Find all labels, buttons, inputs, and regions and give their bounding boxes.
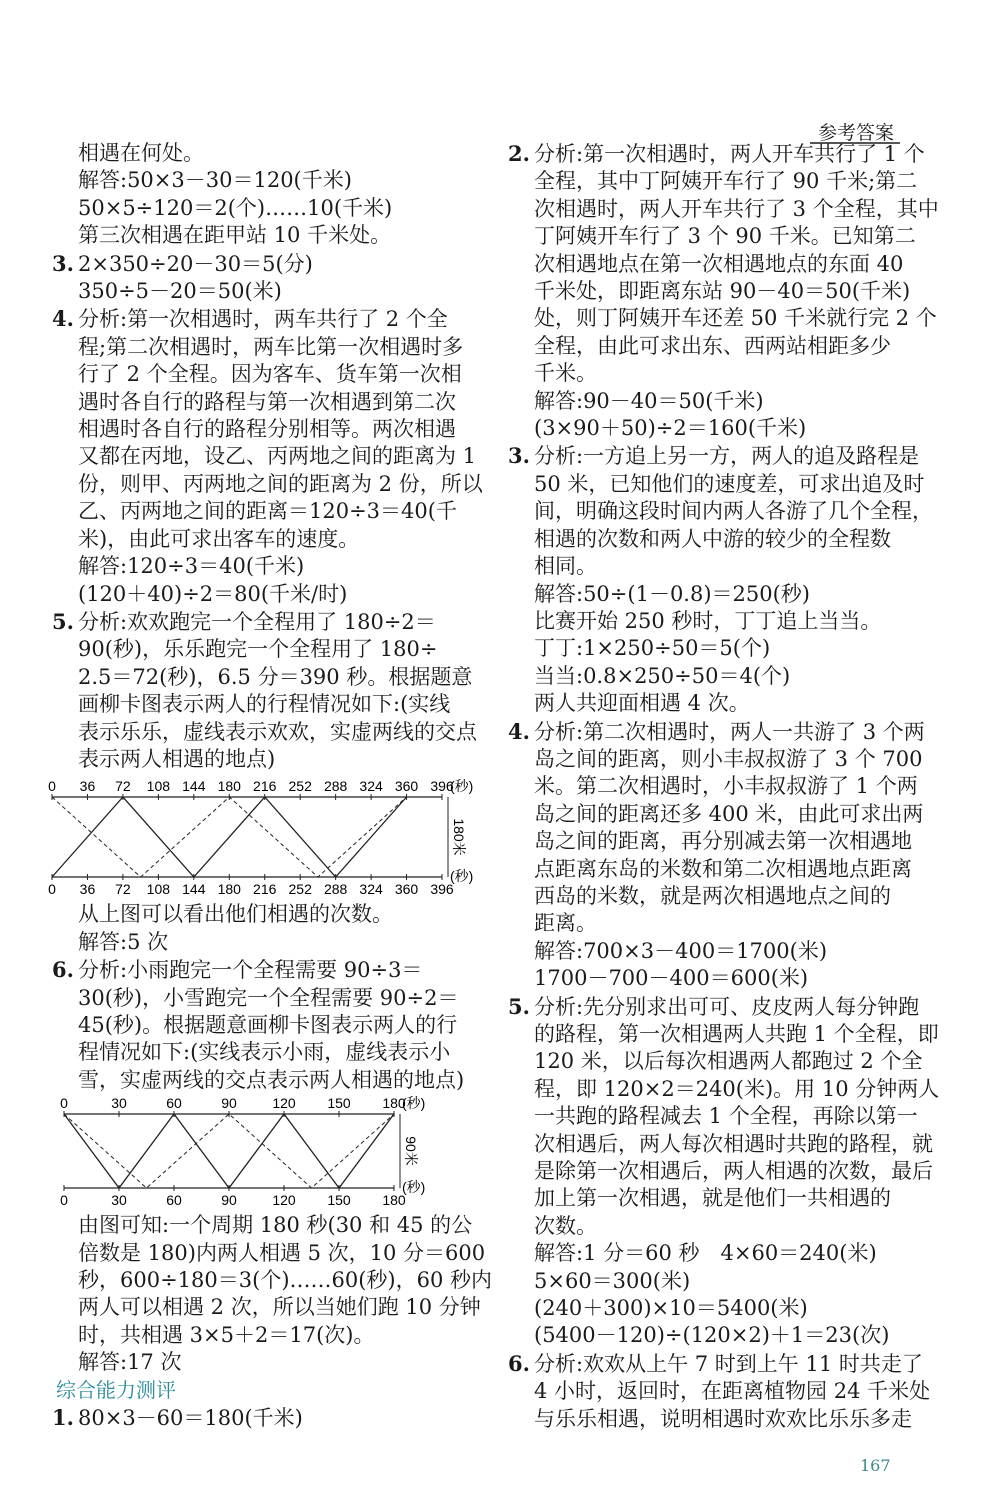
text-line: 岛之间的距离，则小丰叔叔游了 3 个 700	[534, 746, 923, 771]
text-line: 解答:700×3－400＝1700(米)	[534, 938, 828, 963]
bottom-tick-label: 0	[60, 1192, 68, 1209]
question-number: 3.	[52, 250, 74, 276]
text-line: 解答:50×3－30＝120(千米)	[78, 168, 352, 193]
question-first-line	[52, 1404, 472, 1432]
top-tick-label: 72	[115, 778, 131, 795]
text-line: 丁丁:1×250÷50＝5(个)	[534, 636, 771, 661]
text-line: 米。第二次相遇时，小丰叔叔游了 1 个两	[534, 774, 918, 799]
top-tick-label: 396	[430, 778, 454, 795]
text-line: 程情况如下:(实线表示小雨，虚线表示小	[78, 1040, 451, 1065]
question-number: 2.	[508, 141, 530, 166]
text-line: 解答:90－40＝50(千米)	[534, 388, 764, 413]
text-line: 次相遇时，两人开车共行了 3 个全程，其中	[534, 196, 939, 221]
top-tick-label: 180	[382, 1095, 406, 1112]
question-first-line	[52, 305, 472, 333]
text-line: 350÷5－20＝50(米)	[78, 279, 282, 304]
text-line: 从上图可以看出他们相遇的次数。	[78, 902, 393, 927]
liuka-diagram-2	[52, 1095, 472, 1209]
text-line: 120 米，以后每次相遇两人都跑过 2 个全	[534, 1049, 923, 1074]
bottom-tick-label: 108	[146, 881, 171, 898]
top-tick-label: 324	[359, 778, 383, 795]
question-text: 分析:先分别求出可可、皮皮两人每分钟跑	[534, 994, 920, 1019]
text-line: 50×5÷120＝2(个)……10(千米)	[78, 195, 393, 220]
text-line: 份，则甲、丙两地之间的距离为 2 份，所以	[78, 471, 483, 496]
bottom-tick-label: 90	[221, 1192, 237, 1209]
text-line: 雪，实虚两线的交点表示两人相遇的地点)	[78, 1067, 465, 1092]
question-text: 分析:欢欢从上午 7 时到上午 11 时共走了	[534, 1351, 923, 1376]
text-line: 加上第一次相遇，就是他们一共相遇的	[534, 1186, 891, 1211]
top-tick-label: 180	[217, 778, 241, 795]
section-title: 综合能力测评	[56, 1377, 176, 1402]
text-line: 相遇时各自行的路程分别相等。两次相遇	[78, 417, 456, 442]
text-line: 4 小时，返回时，在距离植物园 24 千米处	[534, 1379, 931, 1404]
text-line: 一共跑的路程减去 1 个全程，再除以第一	[534, 1104, 918, 1129]
text-line: 相遇的次数和两人中游的较少的全程数	[534, 526, 891, 551]
bottom-tick-label: 144	[182, 881, 206, 898]
text-line: 解答:5 次	[78, 929, 169, 954]
top-tick-label: 90	[221, 1095, 237, 1112]
text-line: 岛之间的距离，再分别减去第一次相遇地	[534, 829, 912, 854]
text-line: 倍数是 180)内两人相遇 5 次，10 分＝600	[78, 1240, 486, 1265]
bottom-tick-label: 288	[323, 881, 348, 898]
text-line: 距离。	[534, 911, 597, 936]
bottom-tick-label: 180	[217, 881, 241, 898]
solid-path	[64, 1114, 394, 1188]
question-first-line	[508, 718, 925, 746]
text-line: 米)，由此可求出客车的速度。	[78, 526, 360, 551]
text-line: 程;第二次相遇时，两车比第一次相遇时多	[78, 334, 464, 359]
text-line: 时，共相遇 3×5＋2＝17(次)。	[78, 1322, 375, 1347]
text-line: 点距离东岛的米数和第二次相遇地点距离	[534, 856, 912, 881]
solid-path	[52, 797, 407, 877]
liuka-diagram-1-svg	[48, 777, 492, 898]
top-tick-label: 120	[272, 1095, 296, 1112]
text-line: 5×60＝300(米)	[534, 1268, 691, 1293]
bottom-unit-label: (秒)	[402, 1179, 426, 1196]
question-first-line	[508, 1350, 923, 1378]
text-line: 2.5＝72(秒)，6.5 分＝390 秒。根据题意	[78, 664, 473, 689]
question-first-line	[508, 140, 925, 168]
text-line: 与乐乐相遇，说明相遇时欢欢比乐乐多走	[534, 1406, 912, 1431]
question-number: 5.	[508, 993, 530, 1019]
question-number: 6.	[508, 1350, 530, 1376]
text-line: 30(秒)，小雪跑完一个全程需要 90÷2＝	[78, 985, 459, 1010]
bottom-tick-label: 324	[359, 881, 383, 898]
text-line: 全程，由此可求出东、西两站相距多少	[534, 333, 891, 358]
text-line: 的路程，第一次相遇两人共跑 1 个全程，即	[534, 1022, 939, 1046]
top-tick-label: 60	[166, 1095, 182, 1112]
text-line: 次数。	[534, 1213, 597, 1238]
text-line: 处，则丁阿姨开车还差 50 千米就行完 2 个	[534, 306, 937, 331]
question-text: 分析:第一次相遇时，两车共行了 2 个全	[78, 307, 448, 332]
question-first-line	[52, 608, 472, 636]
bottom-tick-label: 180	[382, 1192, 406, 1209]
top-tick-label: 108	[146, 778, 171, 795]
text-line: 程，即 120×2＝240(米)。用 10 分钟两人	[534, 1076, 940, 1101]
text-line: (240＋300)×10＝5400(米)	[534, 1296, 808, 1321]
text-line: 千米处，即距离东站 90－40＝50(千米)	[534, 279, 911, 304]
question-text: 2×350÷20－30＝5(分)	[78, 251, 313, 276]
question-text: 分析:第二次相遇时，两人一共游了 3 个两	[534, 719, 925, 744]
text-line: 乙、丙两地之间的距离＝120÷3＝40(千	[78, 499, 457, 524]
bottom-tick-label: 36	[79, 881, 96, 898]
text-line: 第三次相遇在距甲站 10 千米处。	[78, 223, 392, 248]
bottom-tick-label: 120	[272, 1192, 296, 1209]
question-text: 分析:小雨跑完一个全程需要 90÷3＝	[78, 958, 423, 983]
text-line: (120＋40)÷2＝80(千米/时)	[78, 581, 348, 606]
text-line: 两人共迎面相遇 4 次。	[534, 691, 750, 716]
text-line: 次相遇后，两人每次相遇时共跑的路程，就	[534, 1131, 933, 1156]
question-number: 6.	[52, 957, 74, 983]
text-line: 比赛开始 250 秒时，丁丁追上当当。	[534, 608, 882, 633]
text-line: 解答:120÷3＝40(千米)	[78, 554, 305, 579]
top-tick-label: 0	[60, 1095, 68, 1112]
top-tick-label: 36	[79, 778, 96, 795]
question-text: 分析:一方追上另一方，两人的追及路程是	[534, 444, 920, 469]
text-line: 秒，600÷180＝3(个)……60(秒)，60 秒内	[78, 1268, 493, 1292]
question-first-line	[52, 250, 472, 278]
text-line: 西岛的米数，就是两次相遇地点之间的	[534, 883, 891, 908]
text-line: 表示乐乐，虚线表示欢欢，实虚两线的交点	[78, 719, 477, 744]
bottom-tick-label: 150	[327, 1192, 351, 1209]
text-line: 90(秒)，乐乐跑完一个全程用了 180÷	[78, 637, 438, 662]
text-line: 50 米，已知他们的速度差，可求出追及时	[534, 471, 925, 496]
question-number: 4.	[508, 718, 530, 744]
bottom-tick-label: 72	[115, 881, 131, 898]
top-tick-label: 0	[48, 778, 56, 795]
top-tick-label: 360	[394, 778, 419, 795]
distance-label: 180米	[451, 818, 467, 857]
bottom-tick-label: 252	[288, 881, 312, 898]
bottom-tick-label: 360	[394, 881, 419, 898]
text-line: 表示两人相遇的地点)	[78, 746, 276, 771]
liuka-diagram-2-svg	[52, 1095, 492, 1209]
text-line: 遇时各自行的路程与第一次相遇到第二次	[78, 389, 456, 414]
text-line: 由图可知:一个周期 180 秒(30 和 45 的公	[78, 1213, 473, 1238]
top-tick-label: 150	[327, 1095, 351, 1112]
question-text: 80×3－60＝180(千米)	[78, 1405, 303, 1430]
text-line: 解答:50÷(1－0.8)＝250(秒)	[534, 581, 811, 606]
question-first-line	[508, 993, 918, 1021]
question-first-line	[52, 956, 472, 984]
text-line: 相遇在何处。	[78, 141, 204, 165]
top-tick-label: 252	[288, 778, 312, 795]
text-line: 间，明确这段时间内两人各游了几个全程，	[534, 499, 933, 524]
text-line: 千米。	[534, 361, 597, 386]
question-text: 分析:欢欢跑完一个全程用了 180÷2＝	[78, 609, 436, 634]
text-line: 岛之间的距离还多 400 米，由此可求出两	[534, 801, 924, 826]
left-column	[48, 140, 493, 1432]
text-line: 是除第一次相遇后，两人相遇的次数，最后	[534, 1159, 933, 1184]
top-unit-label: (秒)	[450, 778, 474, 795]
top-tick-label: 288	[323, 778, 348, 795]
top-unit-label: (秒)	[402, 1095, 426, 1112]
bottom-tick-label: 0	[48, 881, 56, 898]
question-number: 1.	[52, 1404, 74, 1430]
text-line: 当当:0.8×250÷50＝4(个)	[534, 663, 791, 688]
text-line: 解答:17 次	[78, 1350, 182, 1375]
top-tick-label: 144	[182, 778, 206, 795]
text-line: 全程，其中丁阿姨开车行了 90 千米;第二	[534, 169, 918, 194]
dashed-path	[64, 1114, 394, 1188]
question-number: 3.	[508, 443, 530, 469]
text-line: 画柳卡图表示两人的行程情况如下:(实线	[78, 692, 451, 717]
text-line: 两人可以相遇 2 次，所以当她们跑 10 分钟	[78, 1295, 481, 1320]
text-line: (5400－120)÷(120×2)＋1＝23(次)	[534, 1323, 890, 1348]
text-line: 45(秒)。根据题意画柳卡图表示两人的行	[78, 1012, 458, 1037]
top-tick-label: 216	[253, 778, 277, 795]
text-line: 丁阿姨开车行了 3 个 90 千米。已知第二	[534, 224, 916, 249]
bottom-unit-label: (秒)	[450, 868, 474, 885]
question-first-line	[508, 442, 918, 470]
text-line: 又都在丙地，设乙、丙两地之间的距离为 1	[78, 444, 477, 469]
question-number: 5.	[52, 608, 74, 634]
top-tick-label: 30	[111, 1095, 127, 1112]
text-line: 相同。	[534, 554, 597, 579]
bottom-tick-label: 396	[430, 881, 454, 898]
right-column	[508, 140, 940, 1433]
liuka-diagram-1	[48, 777, 474, 898]
bottom-tick-label: 216	[253, 881, 277, 898]
text-line: 次相遇地点在第一次相遇地点的东面 40	[534, 251, 904, 276]
distance-label: 90米	[403, 1136, 419, 1166]
page-header-title: 参考答案	[818, 122, 895, 144]
bottom-tick-label: 60	[166, 1192, 182, 1209]
page-number: 167	[860, 1456, 891, 1475]
question-text: 分析:第一次相遇时，两人开车共行了 1 个	[534, 142, 925, 166]
question-number: 4.	[52, 306, 74, 332]
text-line: 解答:1 分＝60 秒 4×60＝240(米)	[534, 1241, 877, 1266]
bottom-tick-label: 30	[111, 1192, 127, 1209]
text-line: (3×90＋50)÷2＝160(千米)	[534, 416, 807, 441]
text-line: 行了 2 个全程。因为客车、货车第一次相	[78, 362, 462, 387]
text-line: 1700－700－400＝600(米)	[534, 966, 809, 991]
